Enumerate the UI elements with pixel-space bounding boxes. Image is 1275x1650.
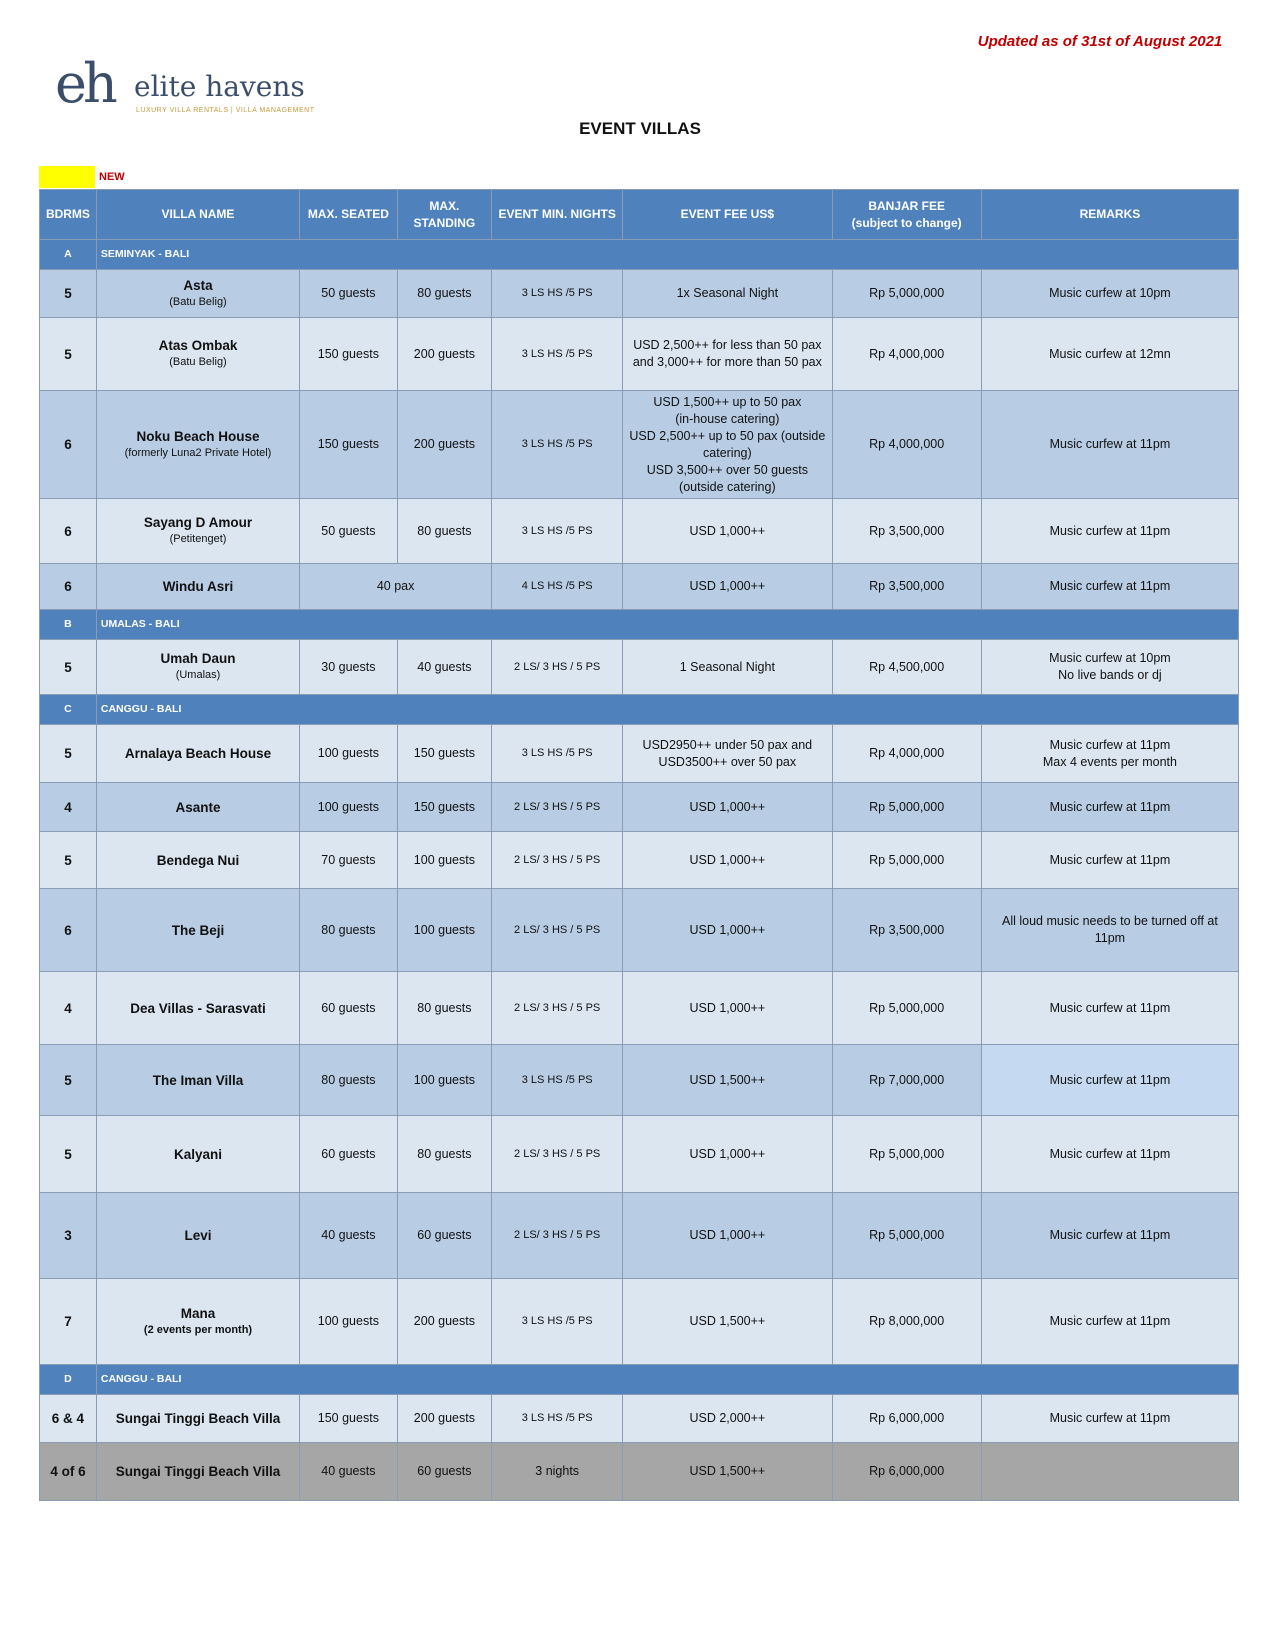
logo-tagline: LUXURY VILLA RENTALS | VILLA MANAGEMENT: [136, 107, 315, 114]
section-row-umalas: [40, 610, 1239, 640]
elite-havens-logo: [55, 52, 315, 124]
remarks-cell: Music curfew at 11pm: [981, 1279, 1238, 1365]
min-nights-cell: 2 LS/ 3 HS / 5 PS: [492, 1193, 623, 1279]
section-name: UMALAS - BALI: [96, 610, 1238, 640]
table-row: [40, 1045, 1239, 1116]
villa-name-cell: [96, 1193, 299, 1279]
banjar-fee-cell: Rp 4,500,000: [832, 640, 981, 695]
min-nights-cell: 2 LS/ 3 HS / 5 PS: [492, 640, 623, 695]
villa-name-cell: [96, 972, 299, 1045]
villa-name-cell: [96, 1395, 299, 1443]
table-row: [40, 640, 1239, 695]
max-standing-cell: 80 guests: [397, 1116, 491, 1193]
max-seated-cell: 60 guests: [300, 972, 398, 1045]
table-row: [40, 270, 1239, 318]
min-nights-cell: 2 LS/ 3 HS / 5 PS: [492, 1116, 623, 1193]
bdrms-cell: 3: [40, 1193, 97, 1279]
min-nights-cell: 3 LS HS /5 PS: [492, 318, 623, 391]
column-header-bdrms: BDRMS: [40, 190, 97, 240]
min-nights-cell: 2 LS/ 3 HS / 5 PS: [492, 972, 623, 1045]
banjar-fee-cell: Rp 7,000,000: [832, 1045, 981, 1116]
min-nights-cell: 3 LS HS /5 PS: [492, 725, 623, 783]
event-fee-cell: USD 2,000++: [623, 1395, 832, 1443]
section-row-seminyak: [40, 240, 1239, 270]
min-nights-cell: 2 LS/ 3 HS / 5 PS: [492, 783, 623, 832]
villa-name-cell: [96, 1443, 299, 1501]
table-row: [40, 889, 1239, 972]
event-fee-cell: USD 1,500++ up to 50 pax (in-house catering) USD 2,500++ up to 50 pax (outside catering) USD 3,500++ over 50 guests (outside catering): [623, 391, 832, 499]
max-standing-cell: 60 guests: [397, 1193, 491, 1279]
event-fee-cell: USD2950++ under 50 pax and USD3500++ over 50 pax: [623, 725, 832, 783]
min-nights-cell: 3 LS HS /5 PS: [492, 1279, 623, 1365]
new-legend-label: NEW: [99, 171, 125, 183]
bdrms-cell: 6: [40, 889, 97, 972]
max-seated-cell: 80 guests: [300, 1045, 398, 1116]
max-standing-cell: 200 guests: [397, 318, 491, 391]
updated-date-note: Updated as of 31st of August 2021: [977, 33, 1223, 50]
villa-name: Arnalaya Beach House: [124, 746, 272, 761]
bdrms-cell: 4: [40, 783, 97, 832]
event-fee-cell: USD 1,000++: [623, 564, 832, 610]
event-fee-cell: USD 1,000++: [623, 972, 832, 1045]
remarks-cell: Music curfew at 11pm: [981, 1116, 1238, 1193]
max-seated-cell: 100 guests: [300, 725, 398, 783]
max-seated-cell: 150 guests: [300, 318, 398, 391]
villa-name-cell: [96, 889, 299, 972]
bdrms-cell: 5: [40, 1045, 97, 1116]
villa-name-cell: [96, 499, 299, 564]
min-nights-cell: 3 LS HS /5 PS: [492, 391, 623, 499]
banjar-fee-cell: Rp 3,500,000: [832, 889, 981, 972]
event-fee-cell: USD 1,000++: [623, 783, 832, 832]
villa-name-cell: [96, 270, 299, 318]
table-row: [40, 564, 1239, 610]
remarks-cell: Music curfew at 11pm: [981, 499, 1238, 564]
banjar-fee-cell: Rp 3,500,000: [832, 499, 981, 564]
villa-name: Dea Villas - Sarasvati: [130, 1000, 266, 1016]
table-row: [40, 725, 1239, 783]
section-code: A: [40, 240, 97, 270]
banjar-fee-cell: Rp 6,000,000: [832, 1395, 981, 1443]
remarks-cell: Music curfew at 11pm: [981, 564, 1238, 610]
remarks-cell: Music curfew at 11pm: [981, 972, 1238, 1045]
bdrms-cell: 5: [40, 270, 97, 318]
column-header-max-standing: MAX. STANDING: [397, 190, 491, 240]
event-fee-cell: USD 1,000++: [623, 499, 832, 564]
min-nights-cell: 3 nights: [492, 1443, 623, 1501]
villa-name-cell: [96, 1116, 299, 1193]
villa-name-cell: [96, 725, 299, 783]
min-nights-cell: 2 LS/ 3 HS / 5 PS: [492, 832, 623, 889]
bdrms-cell: 6 & 4: [40, 1395, 97, 1443]
event-fee-cell: USD 1,000++: [623, 1193, 832, 1279]
villa-name: Asta: [183, 277, 213, 293]
bdrms-cell: 7: [40, 1279, 97, 1365]
event-fee-cell: USD 1,000++: [623, 1116, 832, 1193]
table-row: [40, 783, 1239, 832]
banjar-fee-cell: Rp 4,000,000: [832, 391, 981, 499]
banjar-fee-cell: Rp 4,000,000: [832, 725, 981, 783]
villa-name: Sungai Tinggi Beach Villa: [115, 1464, 281, 1479]
max-seated-cell: 40 guests: [300, 1443, 398, 1501]
capacity-cell: 40 pax: [300, 564, 492, 610]
banjar-fee-cell: Rp 5,000,000: [832, 783, 981, 832]
banjar-fee-cell: Rp 4,000,000: [832, 318, 981, 391]
banjar-fee-cell: Rp 5,000,000: [832, 1193, 981, 1279]
event-fee-cell: USD 1,000++: [623, 832, 832, 889]
max-standing-cell: 80 guests: [397, 270, 491, 318]
banjar-fee-cell: Rp 5,000,000: [832, 1116, 981, 1193]
event-fee-cell: USD 1,500++: [623, 1443, 832, 1501]
remarks-cell: Music curfew at 11pm: [981, 1045, 1238, 1116]
banjar-fee-cell: Rp 5,000,000: [832, 270, 981, 318]
max-seated-cell: 70 guests: [300, 832, 398, 889]
remarks-cell: Music curfew at 10pm No live bands or dj: [981, 640, 1238, 695]
max-standing-cell: 100 guests: [397, 832, 491, 889]
table-row: [40, 499, 1239, 564]
table-row: [40, 391, 1239, 499]
section-name: CANGGU - BALI: [96, 695, 1238, 725]
bdrms-cell: 5: [40, 640, 97, 695]
max-seated-cell: 50 guests: [300, 270, 398, 318]
section-name: CANGGU - BALI: [96, 1365, 1238, 1395]
remarks-cell: Music curfew at 11pm Max 4 events per month: [981, 725, 1238, 783]
event-fee-cell: USD 2,500++ for less than 50 pax and 3,000++ for more than 50 pax: [623, 318, 832, 391]
villa-name-cell: [96, 318, 299, 391]
min-nights-cell: 3 LS HS /5 PS: [492, 1395, 623, 1443]
villa-note: (2 events per month): [143, 1323, 253, 1336]
bdrms-cell: 4: [40, 972, 97, 1045]
villa-name-cell: [96, 1279, 299, 1365]
section-row-canggu-d: [40, 1365, 1239, 1395]
column-header-villa-name: VILLA NAME: [96, 190, 299, 240]
max-standing-cell: 100 guests: [397, 1045, 491, 1116]
villa-name: Windu Asri: [162, 579, 234, 594]
villa-location: (Petitenget): [169, 533, 227, 545]
event-villas-table: [39, 189, 1239, 1501]
villa-name: The Beji: [171, 922, 225, 938]
bdrms-cell: 6: [40, 564, 97, 610]
max-standing-cell: 200 guests: [397, 391, 491, 499]
event-fee-cell: 1 Seasonal Night: [623, 640, 832, 695]
table-row: [40, 1395, 1239, 1443]
table-row: [40, 1443, 1239, 1501]
villa-location: (Umalas): [175, 669, 221, 681]
villa-name-cell: [96, 391, 299, 499]
villa-name-cell: [96, 1045, 299, 1116]
max-seated-cell: 100 guests: [300, 1279, 398, 1365]
max-standing-cell: 80 guests: [397, 499, 491, 564]
table-row: [40, 972, 1239, 1045]
banjar-fee-cell: Rp 5,000,000: [832, 832, 981, 889]
max-standing-cell: 60 guests: [397, 1443, 491, 1501]
villa-name: Atas Ombak: [158, 338, 238, 353]
max-seated-cell: 100 guests: [300, 783, 398, 832]
banjar-fee-cell: Rp 5,000,000: [832, 972, 981, 1045]
remarks-cell: Music curfew at 11pm: [981, 391, 1238, 499]
logo-name: elite havens: [134, 70, 305, 103]
event-fee-cell: USD 1,500++: [623, 1045, 832, 1116]
table-row: [40, 1193, 1239, 1279]
villa-name-cell: [96, 832, 299, 889]
max-standing-cell: 80 guests: [397, 972, 491, 1045]
section-code: B: [40, 610, 97, 640]
new-legend-swatch: [39, 166, 95, 188]
villa-name: Sungai Tinggi Beach Villa: [115, 1411, 281, 1426]
min-nights-cell: 3 LS HS /5 PS: [492, 499, 623, 564]
min-nights-cell: 3 LS HS /5 PS: [492, 1045, 623, 1116]
bdrms-cell: 6: [40, 499, 97, 564]
event-fee-cell: USD 1,000++: [623, 889, 832, 972]
remarks-cell: Music curfew at 10pm: [981, 270, 1238, 318]
banjar-fee-cell: Rp 8,000,000: [832, 1279, 981, 1365]
logo-mark: eh: [55, 52, 114, 115]
villa-location: (Batu Belig): [169, 295, 227, 308]
column-header-max-seated: MAX. SEATED: [300, 190, 398, 240]
villa-name-cell: [96, 640, 299, 695]
min-nights-cell: 4 LS HS /5 PS: [492, 564, 623, 610]
villa-name: The Iman Villa: [152, 1072, 244, 1088]
column-header-event-min-nights: EVENT MIN. NIGHTS: [492, 190, 623, 240]
table-row: [40, 1116, 1239, 1193]
villa-name: Bendega Nui: [156, 852, 240, 868]
bdrms-cell: 4 of 6: [40, 1443, 97, 1501]
max-standing-cell: 40 guests: [397, 640, 491, 695]
column-header-remarks: REMARKS: [981, 190, 1238, 240]
max-seated-cell: 40 guests: [300, 1193, 398, 1279]
section-code: C: [40, 695, 97, 725]
bdrms-cell: 5: [40, 318, 97, 391]
bdrms-cell: 5: [40, 725, 97, 783]
max-standing-cell: 200 guests: [397, 1395, 491, 1443]
bdrms-cell: 5: [40, 1116, 97, 1193]
villa-location: (Batu Belig): [169, 356, 227, 368]
remarks-cell: Music curfew at 11pm: [981, 832, 1238, 889]
page-title: EVENT VILLAS: [579, 119, 701, 138]
event-fee-cell: 1x Seasonal Night: [623, 270, 832, 318]
villa-name: Kalyani: [173, 1146, 223, 1162]
bdrms-cell: 5: [40, 832, 97, 889]
table-row: [40, 318, 1239, 391]
villa-name: Sayang D Amour: [143, 515, 253, 530]
max-standing-cell: 100 guests: [397, 889, 491, 972]
villa-name: Noku Beach House: [136, 428, 260, 444]
villa-name: Mana: [180, 1305, 216, 1321]
max-seated-cell: 30 guests: [300, 640, 398, 695]
table-row: [40, 832, 1239, 889]
max-seated-cell: 50 guests: [300, 499, 398, 564]
min-nights-cell: 3 LS HS /5 PS: [492, 270, 623, 318]
max-seated-cell: 80 guests: [300, 889, 398, 972]
section-name: SEMINYAK - BALI: [96, 240, 1238, 270]
villa-name: Asante: [175, 799, 221, 815]
remarks-cell: Music curfew at 11pm: [981, 1193, 1238, 1279]
banjar-fee-cell: Rp 3,500,000: [832, 564, 981, 610]
max-seated-cell: 150 guests: [300, 391, 398, 499]
table-row: [40, 1279, 1239, 1365]
max-standing-cell: 150 guests: [397, 725, 491, 783]
max-seated-cell: 60 guests: [300, 1116, 398, 1193]
remarks-cell: [981, 1443, 1238, 1501]
villa-name: Umah Daun: [160, 651, 236, 666]
event-fee-cell: USD 1,500++: [623, 1279, 832, 1365]
villa-location: (formerly Luna2 Private Hotel): [124, 446, 272, 459]
column-header-banjar-fee: BANJAR FEE (subject to change): [832, 190, 981, 240]
min-nights-cell: 2 LS/ 3 HS / 5 PS: [492, 889, 623, 972]
section-row-canggu: [40, 695, 1239, 725]
villa-name: Levi: [184, 1228, 212, 1243]
max-standing-cell: 200 guests: [397, 1279, 491, 1365]
section-code: D: [40, 1365, 97, 1395]
column-header-event-fee: EVENT FEE US$: [623, 190, 832, 240]
max-seated-cell: 150 guests: [300, 1395, 398, 1443]
banjar-fee-cell: Rp 6,000,000: [832, 1443, 981, 1501]
bdrms-cell: 6: [40, 391, 97, 499]
max-standing-cell: 150 guests: [397, 783, 491, 832]
remarks-cell: Music curfew at 11pm: [981, 1395, 1238, 1443]
table-header-row: [40, 190, 1239, 240]
remarks-cell: Music curfew at 11pm: [981, 783, 1238, 832]
villa-name-cell: [96, 783, 299, 832]
remarks-cell: All loud music needs to be turned off at 11pm: [981, 889, 1238, 972]
villa-name-cell: [96, 564, 299, 610]
remarks-cell: Music curfew at 12mn: [981, 318, 1238, 391]
